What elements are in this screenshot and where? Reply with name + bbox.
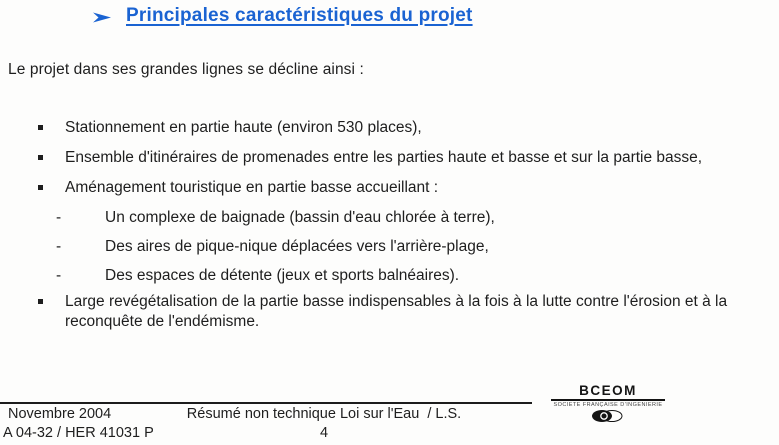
sub-bullet-item: [56, 266, 459, 286]
bullet-item: [38, 178, 438, 198]
logo-name: BCEOM: [551, 383, 665, 401]
bullet-text: Aménagement touristique en partie basse accueillant :: [65, 179, 439, 196]
arrow-bullet-icon: [92, 9, 113, 26]
footer-reference: A 04-32 / HER 41031 P: [3, 425, 154, 441]
bullet-item: [38, 292, 763, 332]
logo-tagline: SOCIÉTÉ FRANÇAISE D'INGÉNIERIE: [553, 402, 663, 408]
sub-bullet-text: Des aires de pique-nique déplacées vers l'arrière-plage,: [105, 238, 489, 255]
square-bullet-icon: [38, 299, 43, 304]
footer-page-number: 4: [319, 425, 329, 441]
footer-divider: [0, 402, 532, 404]
sub-bullet-item: [56, 208, 495, 228]
footer-document-title: Résumé non technique Loi sur l'Eau / L.S.: [186, 406, 462, 422]
bullet-item: [38, 118, 422, 138]
bullet-text: Stationnement en partie haute (environ 530 places),: [65, 119, 422, 136]
footer-date: Novembre 2004: [8, 406, 112, 422]
square-bullet-icon: [38, 185, 43, 190]
sub-bullet-text: Un complexe de baignade (bassin d'eau chlorée à terre),: [105, 209, 495, 226]
dash-bullet-icon: -: [56, 238, 62, 255]
square-bullet-icon: [38, 155, 43, 160]
dash-bullet-icon: -: [56, 209, 62, 226]
dash-bullet-icon: -: [56, 267, 62, 284]
bullet-text: Large revégétalisation de la partie basse indispensables à la fois à la lutte contre l'érosion et à la reconquête de l'endémisme.: [65, 293, 728, 330]
square-bullet-icon: [38, 125, 43, 130]
section-heading-text: Principales caractéristiques du projet: [126, 5, 473, 26]
sub-bullet-item: [56, 237, 489, 257]
bullet-text: Ensemble d'itinéraires de promenades entre les parties haute et basse et sur la partie basse,: [65, 149, 703, 166]
bullet-item: [38, 148, 702, 168]
section-heading: [92, 5, 473, 27]
intro-paragraph: Le projet dans ses grandes lignes se décline ainsi :: [8, 61, 364, 78]
sub-bullet-text: Des espaces de détente (jeux et sports balnéaires).: [105, 267, 460, 284]
